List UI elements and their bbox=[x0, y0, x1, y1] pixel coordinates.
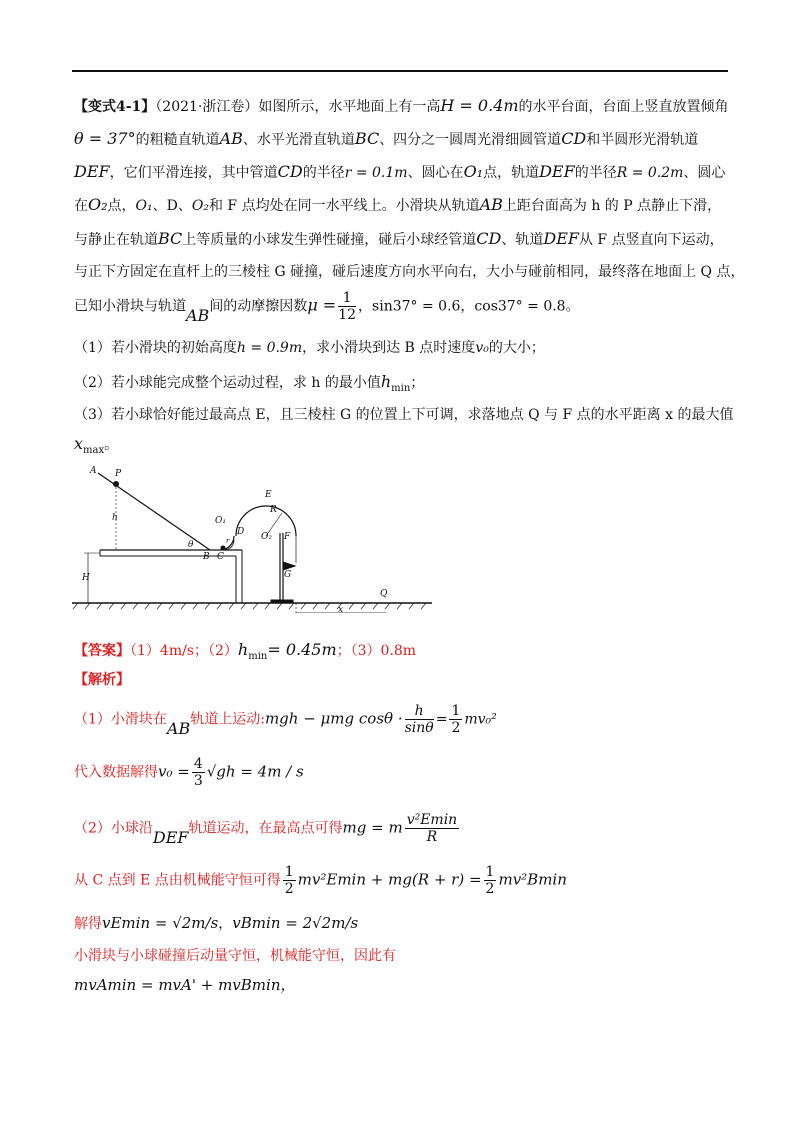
analysis-step-7: mvAmin = mvA' + mvBmin， bbox=[74, 976, 296, 994]
text: 解得 bbox=[74, 916, 102, 932]
text: 的半径 bbox=[574, 165, 617, 181]
formula-R: R = 0.2m bbox=[616, 165, 684, 181]
label-DEF: DEF bbox=[74, 162, 110, 181]
formula-cos: cos37° = 0.8 bbox=[474, 298, 566, 315]
label-CD: CD bbox=[277, 162, 303, 181]
source: （2021·浙江卷） bbox=[155, 99, 259, 115]
prism-G bbox=[283, 562, 295, 570]
text: 从 F 点竖直向下运动， bbox=[578, 232, 724, 248]
label-H: H bbox=[82, 573, 90, 583]
label-DEF: DEF bbox=[543, 229, 579, 248]
label-AB: AB bbox=[479, 195, 503, 214]
numerator: h bbox=[405, 703, 434, 720]
formula: √gh = 4m / s bbox=[206, 762, 304, 781]
problem-line-7 bbox=[74, 290, 580, 323]
numerator: 1 bbox=[451, 703, 461, 719]
formula: = bbox=[435, 711, 448, 728]
label-Q: Q bbox=[380, 589, 388, 599]
label-B: B bbox=[203, 552, 210, 562]
label-G: G bbox=[284, 570, 292, 580]
answer-hmin-value: = 0.45m bbox=[267, 640, 337, 659]
slider-block bbox=[114, 482, 119, 487]
label-O1: O₁ bbox=[135, 198, 153, 214]
label-AB: AB bbox=[219, 129, 243, 148]
label-x: x bbox=[338, 605, 344, 613]
problem-line-4 bbox=[74, 195, 721, 216]
text: 的半径 bbox=[302, 165, 345, 181]
problem-line-2 bbox=[74, 129, 698, 150]
analysis-step-2 bbox=[74, 756, 304, 789]
fraction bbox=[405, 812, 460, 845]
text: 从 C 点到 E 点由机械能守恒可得 bbox=[74, 872, 281, 889]
denominator: R bbox=[426, 829, 438, 845]
label-O1: O₁ bbox=[215, 516, 226, 526]
fraction bbox=[484, 864, 497, 897]
text: 上距台面高为 h 的 P 点静止下滑， bbox=[502, 198, 722, 214]
numerator: v²Emin bbox=[406, 812, 458, 828]
problem-line-5 bbox=[74, 229, 724, 250]
label-BC: BC bbox=[158, 229, 183, 248]
text: 上等质量的小球发生弹性碰撞，碰后小球经管道 bbox=[182, 232, 477, 248]
formula: mv₀² bbox=[464, 711, 497, 728]
problem-line-6: 与正下方固定在直杆上的三棱柱 G 碰撞，碰后速度方向水平向右，大小与碰前相同，最终落在地面上 Q 点， bbox=[74, 264, 745, 280]
label-CD: CD bbox=[476, 229, 502, 248]
analysis-tag: 【解析】 bbox=[74, 672, 130, 688]
text: ，求小滑块到达 B 点时速度 bbox=[302, 340, 476, 356]
text: （1）若小滑块的初始高度 bbox=[74, 340, 237, 356]
text: ，它们平滑连接，其中管道 bbox=[109, 165, 278, 181]
denominator: sinθ bbox=[404, 720, 434, 736]
formula-xmax: x bbox=[74, 434, 84, 453]
label-DEF: DEF bbox=[539, 162, 575, 181]
label-D: D bbox=[237, 527, 245, 537]
text: （1）小滑块在 bbox=[74, 711, 167, 728]
fraction bbox=[192, 756, 205, 789]
variant-tag: 【变式4-1】 bbox=[74, 99, 156, 115]
mu-fraction bbox=[338, 290, 356, 323]
label-O2: O₂ bbox=[261, 532, 272, 542]
question-3-cont bbox=[74, 434, 118, 461]
analysis-step-5 bbox=[74, 913, 358, 934]
text: 已知小滑块与轨道 bbox=[74, 298, 186, 315]
question-3: （3）若小球恰好能过最高点 E，且三棱柱 G 的位置上下可调，求落地点 Q 与 F 点的水平距离 x 的最大值 bbox=[74, 407, 734, 423]
numerator: 1 bbox=[485, 864, 495, 880]
label-O2: O₂ bbox=[88, 195, 108, 214]
text: 点， bbox=[107, 198, 136, 214]
problem-line-1 bbox=[74, 96, 729, 117]
text: 的水平台面，台面上竖直放置倾角 bbox=[518, 99, 729, 115]
text: 、D、 bbox=[152, 198, 192, 214]
label-BC: BC bbox=[354, 129, 380, 148]
text: ； bbox=[410, 375, 425, 391]
text: （2）若小球能完成整个运动过程，求 h 的最小值 bbox=[74, 375, 381, 391]
analysis-step-3 bbox=[74, 812, 461, 845]
ground-hatch bbox=[73, 603, 426, 609]
formula: mgh − μmg cosθ · bbox=[264, 709, 403, 728]
physics-diagram bbox=[70, 463, 440, 613]
subscript: min bbox=[391, 382, 411, 394]
formula: v₀ = bbox=[158, 762, 190, 781]
label-theta: θ bbox=[188, 540, 194, 550]
fraction bbox=[283, 864, 296, 897]
label-O2: O₂ bbox=[191, 198, 209, 214]
problem-line-3 bbox=[74, 162, 725, 183]
question-2 bbox=[74, 372, 424, 399]
denominator: 3 bbox=[193, 773, 203, 789]
text: 轨道上运动: bbox=[190, 711, 265, 728]
formula-v0: v₀ bbox=[475, 340, 489, 356]
text: 间的动摩擦因数 bbox=[209, 298, 308, 315]
formula-h: h = 0.9m bbox=[236, 340, 303, 356]
analysis-step-1 bbox=[74, 703, 497, 736]
mu-denominator: 12 bbox=[338, 307, 357, 323]
label-R: R bbox=[270, 505, 277, 515]
label-CD: CD bbox=[561, 129, 587, 148]
formula: mg = m bbox=[342, 818, 403, 837]
label-O1: O₁ bbox=[463, 162, 484, 181]
formula: vBmin = 2√2m/s bbox=[232, 914, 359, 932]
text: 如图所示，水平地面上有一高 bbox=[258, 99, 441, 115]
label-A: A bbox=[90, 466, 97, 476]
text: ；（3）0.8m bbox=[336, 643, 417, 659]
text: 在 bbox=[74, 198, 88, 214]
answer-line bbox=[74, 640, 416, 667]
numerator: 1 bbox=[284, 864, 294, 880]
label-C: C bbox=[217, 552, 224, 562]
formula-theta: θ = 37° bbox=[74, 129, 136, 148]
text: 轨道运动，在最高点可得 bbox=[188, 820, 343, 837]
label-E: E bbox=[265, 490, 272, 500]
label-F: F bbox=[284, 532, 291, 542]
text: 。 bbox=[104, 437, 119, 453]
question-1 bbox=[74, 338, 545, 358]
answer-tag: 【答案】 bbox=[74, 643, 130, 659]
text: ， bbox=[218, 916, 233, 932]
formula-hmin: h bbox=[380, 372, 392, 391]
mu-numerator: 1 bbox=[338, 290, 356, 307]
text: 。 bbox=[565, 298, 580, 315]
formula-H: H = 0.4m bbox=[440, 96, 519, 115]
label-r: r bbox=[226, 537, 230, 545]
label-DEF: DEF bbox=[152, 827, 189, 847]
label-P: P bbox=[115, 469, 122, 479]
text: 、水平光滑直轨道 bbox=[242, 132, 355, 148]
formula: mv²Emin + mg(R + r) = bbox=[297, 870, 482, 889]
text: （2）小球沿 bbox=[74, 820, 153, 837]
text: ， bbox=[460, 298, 475, 315]
text: 、圆心 bbox=[683, 165, 726, 181]
text: 的大小； bbox=[488, 340, 545, 356]
text: 和 F 点均处在同一水平线上。小滑块从轨道 bbox=[208, 198, 480, 214]
text: 与静止在轨道 bbox=[74, 232, 158, 248]
numerator: 4 bbox=[193, 756, 203, 772]
formula-sin: sin37° = 0.6 bbox=[372, 298, 461, 315]
label-h: h bbox=[112, 513, 118, 523]
text: 、圆心在 bbox=[407, 165, 464, 181]
text: 、轨道 bbox=[501, 232, 544, 248]
text: 、四分之一圆周光滑细圆管道 bbox=[379, 132, 562, 148]
text: （1）4m/s；（2） bbox=[130, 643, 238, 659]
label-AB: AB bbox=[166, 718, 191, 738]
formula-hmin: h bbox=[237, 640, 249, 659]
rod-base bbox=[271, 600, 293, 603]
analysis-step-4 bbox=[74, 864, 567, 897]
formula: vEmin = √2m/s bbox=[102, 914, 219, 932]
denominator: 2 bbox=[284, 881, 294, 897]
fraction bbox=[449, 703, 462, 736]
formula-mu: μ = bbox=[307, 295, 337, 315]
text: ， bbox=[358, 298, 373, 315]
top-rule bbox=[72, 70, 728, 72]
analysis-step-6: 小滑块与小球碰撞后动量守恒，机械能守恒，因此有 bbox=[74, 948, 396, 964]
denominator: 2 bbox=[451, 720, 461, 736]
subscript: max bbox=[83, 444, 105, 456]
label-AB: AB bbox=[186, 305, 210, 325]
text: 的粗糙直轨道 bbox=[135, 132, 220, 148]
text: 点，轨道 bbox=[483, 165, 540, 181]
formula: mv²Bmin bbox=[498, 870, 567, 889]
text: 和半圆形光滑轨道 bbox=[586, 132, 699, 148]
text: 代入数据解得 bbox=[74, 764, 158, 781]
fraction bbox=[405, 703, 434, 736]
formula-r: r = 0.1m bbox=[344, 165, 408, 181]
subscript: min bbox=[248, 650, 268, 662]
denominator: 2 bbox=[485, 881, 495, 897]
